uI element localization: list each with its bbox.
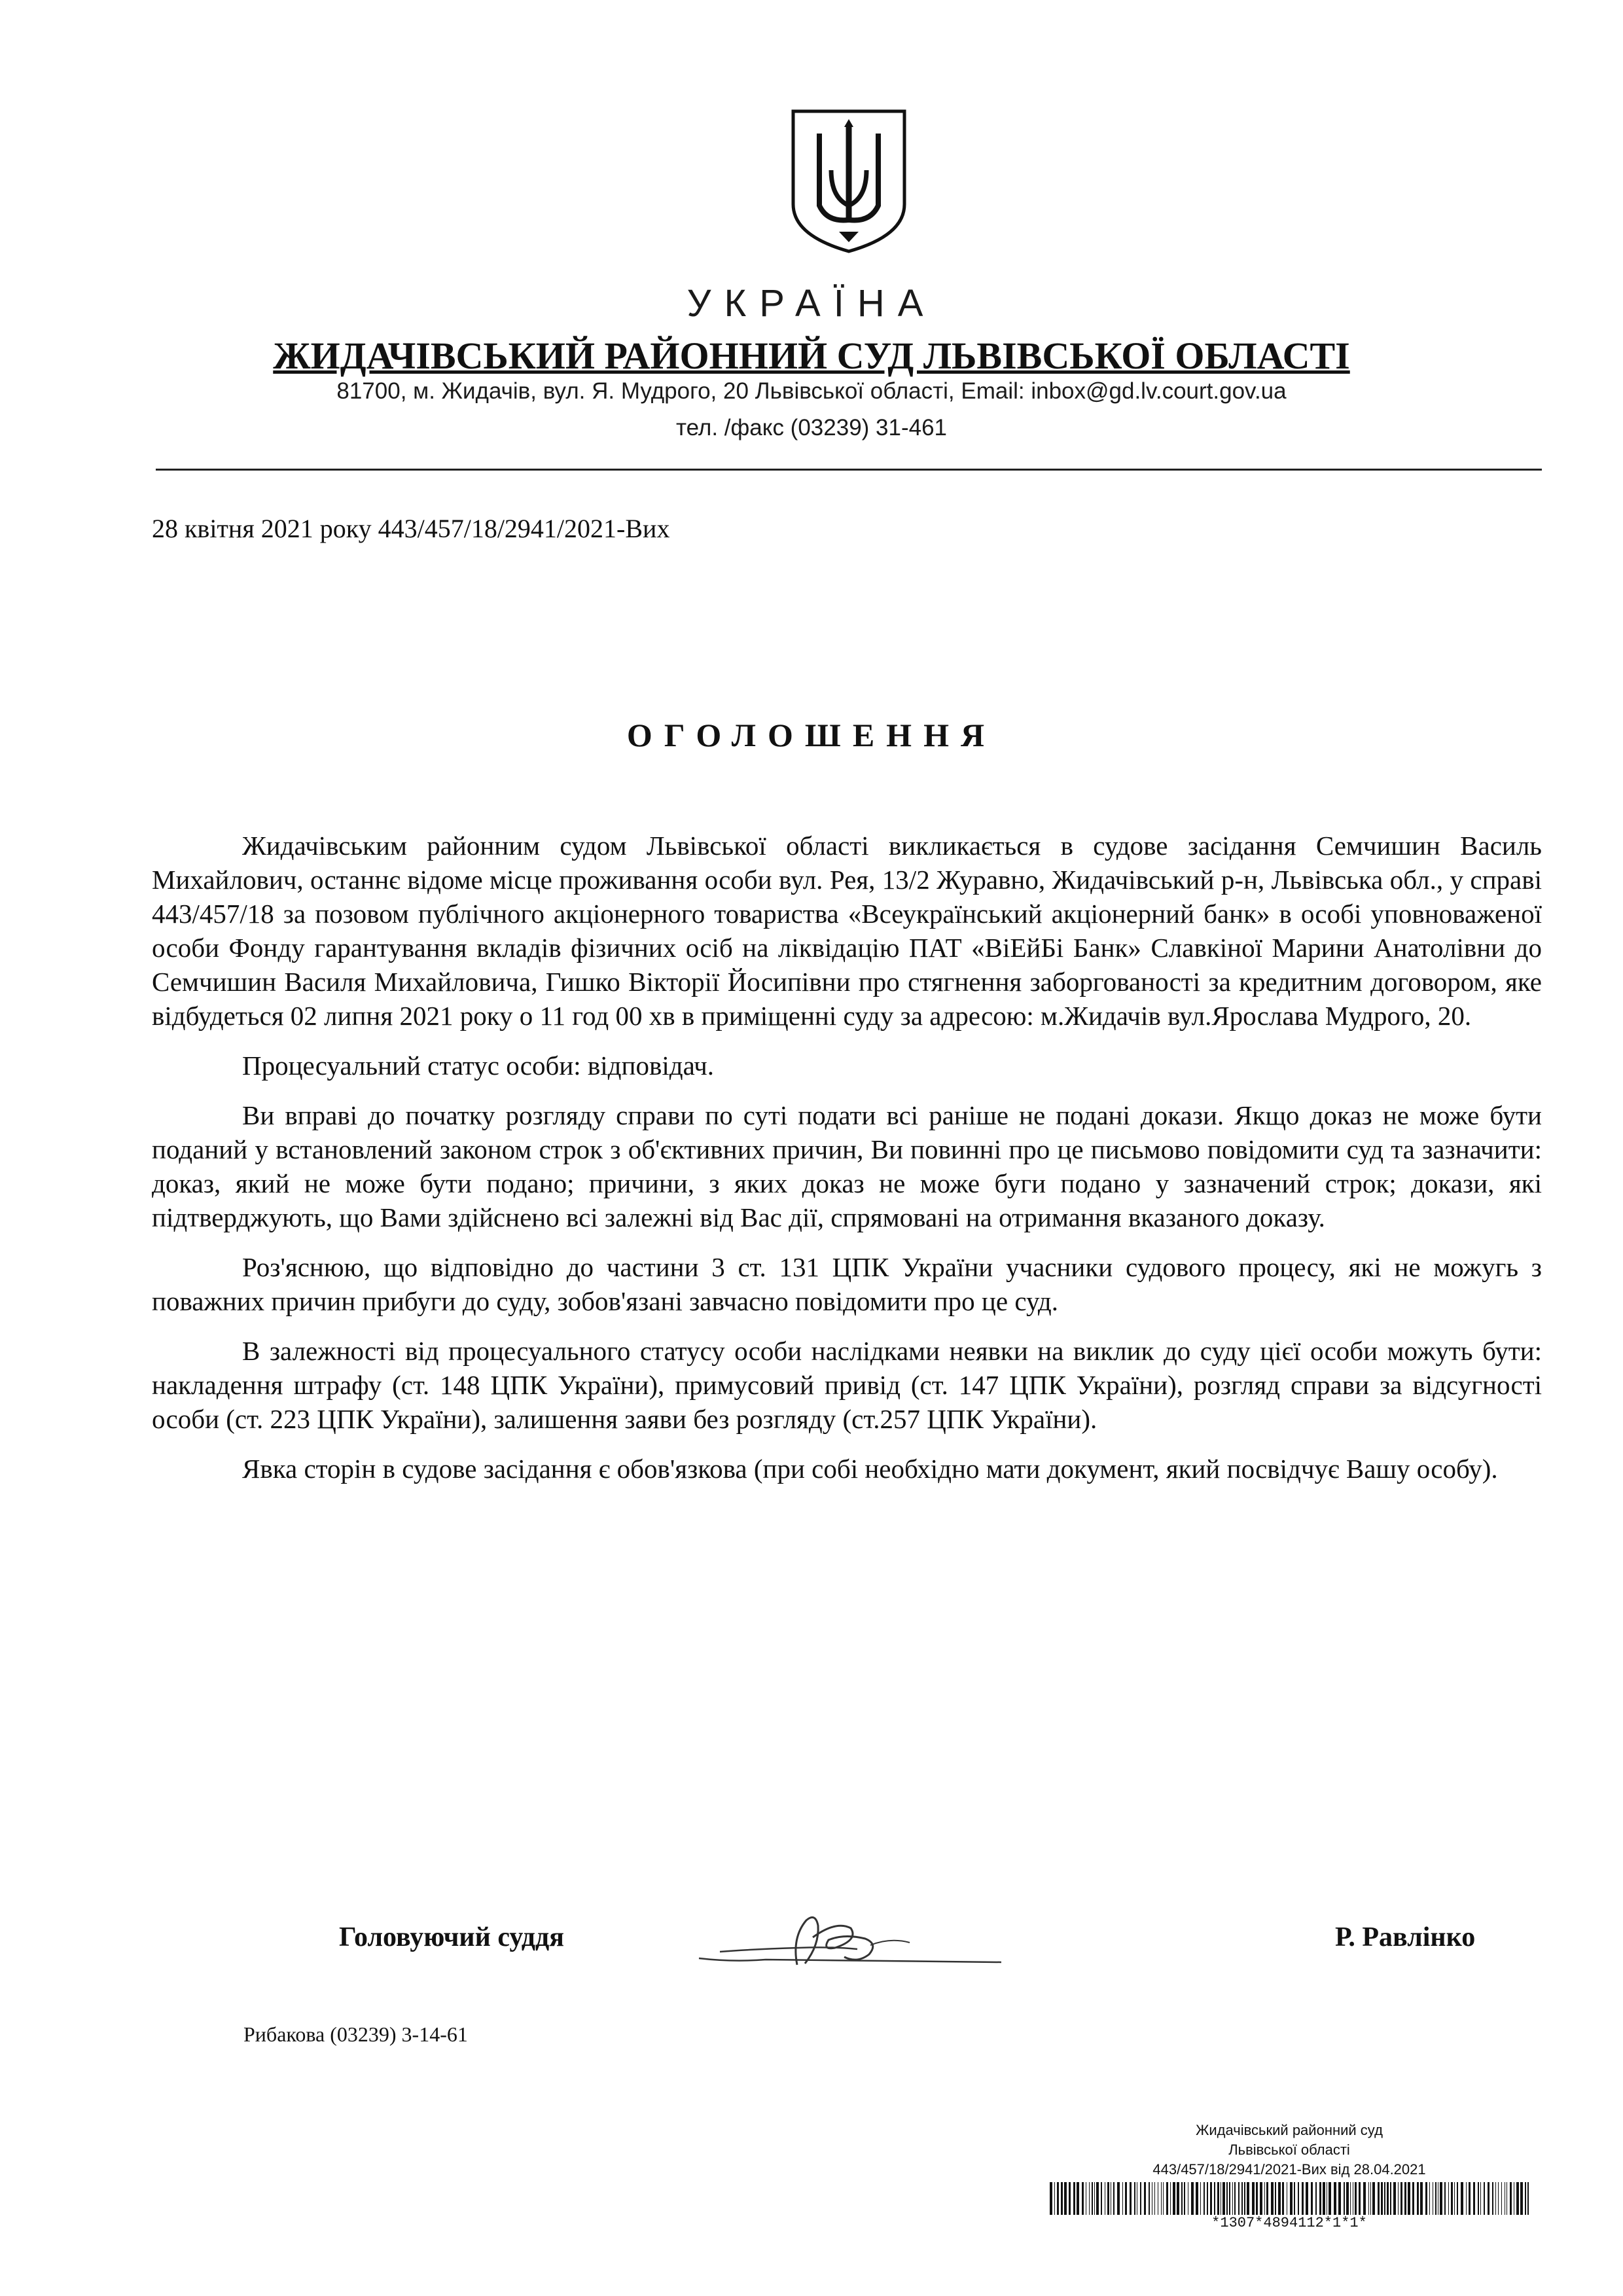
signatory-name: Р. Равлінко	[1335, 1922, 1476, 1952]
document-title: ОГОЛОШЕННЯ	[626, 717, 997, 753]
paragraph-consequences: В залежності від процесуального статусу особи наслідками неявки на виклик до суду цієї особи можуть бути: накладення штрафу (ст. 148 ЦПК України), примусовий привід (ст. 147 ЦПК України), розгляд справи за відсугності особи (ст. 223 ЦПК України), залишення заяви без розгляду (ст.257 ЦПК України).	[152, 1336, 1542, 1434]
barcode-icon	[1047, 2182, 1531, 2215]
court-phone: тел. /факс (03239) 31-461	[675, 415, 948, 440]
header-divider	[156, 469, 1542, 471]
coat-of-arms-icon	[788, 107, 910, 255]
executor-contact: Рибакова (03239) 3-14-61	[243, 2022, 468, 2046]
registration-stamp	[1047, 2121, 1531, 2232]
announcement-body	[152, 829, 1542, 1501]
outgoing-reference: 28 квітня 2021 року 443/457/18/2941/2021-Вих	[152, 514, 670, 543]
paragraph-attendance: Явка сторін в судове засідання є обов'язкова (при собі необхідно мати документ, який посвідчує Вашу особу).	[242, 1454, 1498, 1484]
paragraph-evidence: Ви вправі до початку розгляду справи по суті подати всі раніше не подані докази. Якщо доказ не може бути поданий у встановлений законом строк з об'єктивних причин, Ви повинні про це письмово повідомити суд та зазначити: доказ, який не може бути подано; причини, з яких доказ не може буги подано у зазначений строк; докази, які підтверджують, що Вами здійснено всі залежні від Вас дії, спрямовані на отримання вказаного доказу.	[152, 1100, 1542, 1232]
paragraph-explanation: Роз'яснюю, що відповідно до частини 3 ст. 131 ЦПК України учасники судового процесу, які не можугь з поважних причин прибуги до суду, зобов'язані завчасно повідомити про це суд.	[152, 1252, 1542, 1316]
signatory-title: Головуючий суддя	[339, 1922, 564, 1952]
stamp-court-line: Жидачівський районний суд	[1196, 2122, 1383, 2138]
paragraph-summons: Жидачівським районним судом Львівської області викликається в судове засідання Семчишин Василь Михайлович, останнє відоме місце проживання особи вул. Рея, 13/2 Журавно, Жидачівський р-н, Львівська обл., у справі 443/457/18 за позовом публічного акціонерного товариства «Всеукраїнський акціонерний банк» в особі уповноваженої особи Фонду гарантування вкладів фізичних осіб на ліквідацію ПАТ «ВіЕйБі Банк» Славкіної Марини Анатолівни до Семчишин Василя Михайловича, Гишко Вікторії Йосипівни про стягнення заборгованості за кредитним договором, яке відбудеться 02 липня 2021 року о 11 год 00 хв в приміщенні суду за адресою: м.Жидачів вул.Ярослава Мудрого, 20.	[152, 831, 1542, 1031]
country-name: УКРАЇНА	[687, 282, 936, 325]
stamp-reference-line: 443/457/18/2941/2021-Вих від 28.04.2021	[1152, 2161, 1426, 2178]
paragraph-status: Процесуальний статус особи: відповідач.	[242, 1050, 715, 1081]
handwritten-signature	[694, 1911, 1008, 1977]
court-address: 81700, м. Жидачів, вул. Я. Мудрого, 20 Львівської області, Email: inbox@gd.lv.court.gov.ua	[336, 378, 1287, 404]
court-name: ЖИДАЧІВСЬКИЙ РАЙОННИЙ СУД ЛЬВІВСЬКОЇ ОБЛАСТІ	[273, 334, 1350, 377]
signature-block	[0, 1911, 1623, 1990]
stamp-region-line: Львівської області	[1228, 2142, 1350, 2158]
barcode-number: *1307*4894112*1*1*	[1211, 2215, 1367, 2231]
